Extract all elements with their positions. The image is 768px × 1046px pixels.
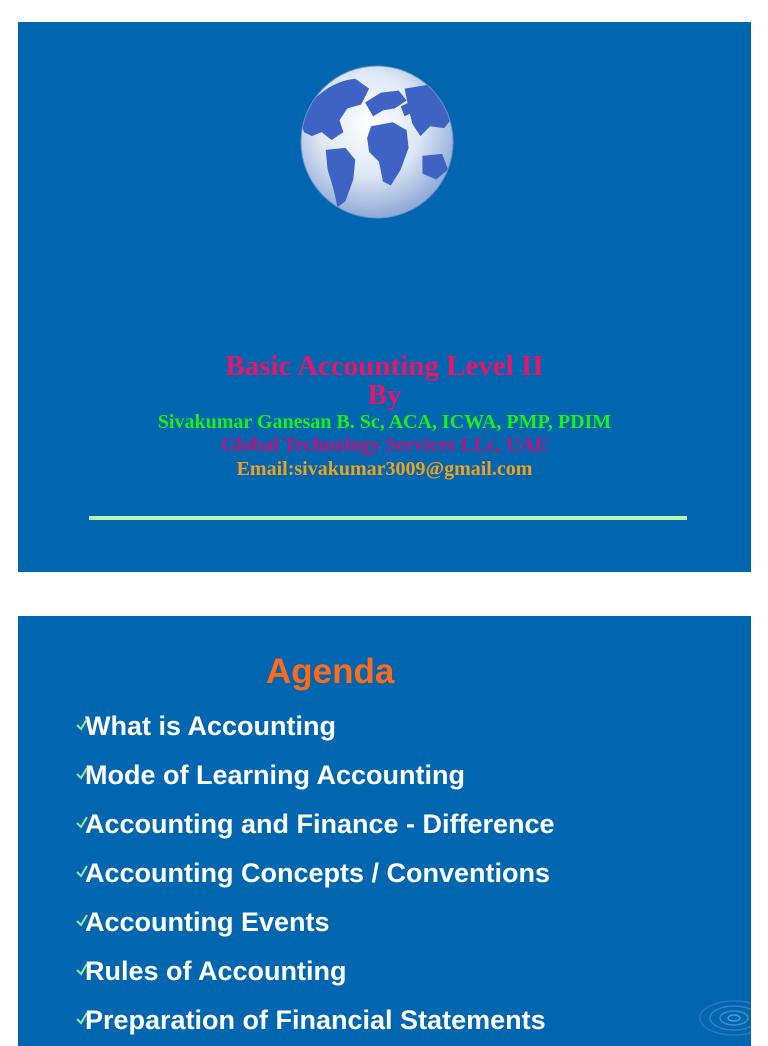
agenda-item-label: Accounting and Finance - Difference (85, 809, 555, 839)
checkmark-bullet-icon (76, 962, 88, 978)
title-slide (18, 22, 751, 572)
checkmark-bullet-icon (76, 913, 88, 929)
agenda-item-label: Accounting Events (85, 907, 330, 937)
water-ripple-icon (690, 998, 751, 1038)
agenda-item-label: Mode of Learning Accounting (85, 760, 465, 790)
agenda-item (76, 949, 555, 998)
agenda-item-label: What is Accounting (85, 711, 336, 741)
agenda-item (76, 851, 555, 900)
checkmark-bullet-icon (76, 815, 88, 831)
agenda-item (76, 802, 555, 851)
title-divider (89, 516, 687, 520)
agenda-item (76, 900, 555, 949)
by-label: By (367, 379, 402, 411)
checkmark-bullet-icon (76, 717, 88, 733)
agenda-slide (18, 616, 751, 1046)
company-name: Global Technology Services LLc, UAE (220, 434, 549, 456)
agenda-title: Agenda (266, 652, 395, 691)
agenda-item (76, 704, 555, 753)
author-name: Sivakumar Ganesan B. Sc, ACA, ICWA, PMP, PDIM (157, 411, 612, 433)
agenda-item-label: Preparation of Financial Statements (85, 1005, 546, 1035)
agenda-item-label: Accounting Concepts / Conventions (85, 858, 551, 888)
checkmark-bullet-icon (76, 864, 88, 880)
agenda-item (76, 998, 555, 1046)
title-block (18, 350, 751, 482)
agenda-item-label: Rules of Accounting (85, 956, 347, 986)
checkmark-bullet-icon (76, 766, 88, 782)
agenda-item (76, 753, 555, 802)
checkmark-bullet-icon (76, 1011, 88, 1027)
presentation-title: Basic Accounting Level II (225, 350, 544, 382)
agenda-list (76, 704, 555, 1046)
author-email: Email:sivakumar3009@gmail.com (236, 458, 533, 480)
globe-icon (298, 63, 456, 221)
